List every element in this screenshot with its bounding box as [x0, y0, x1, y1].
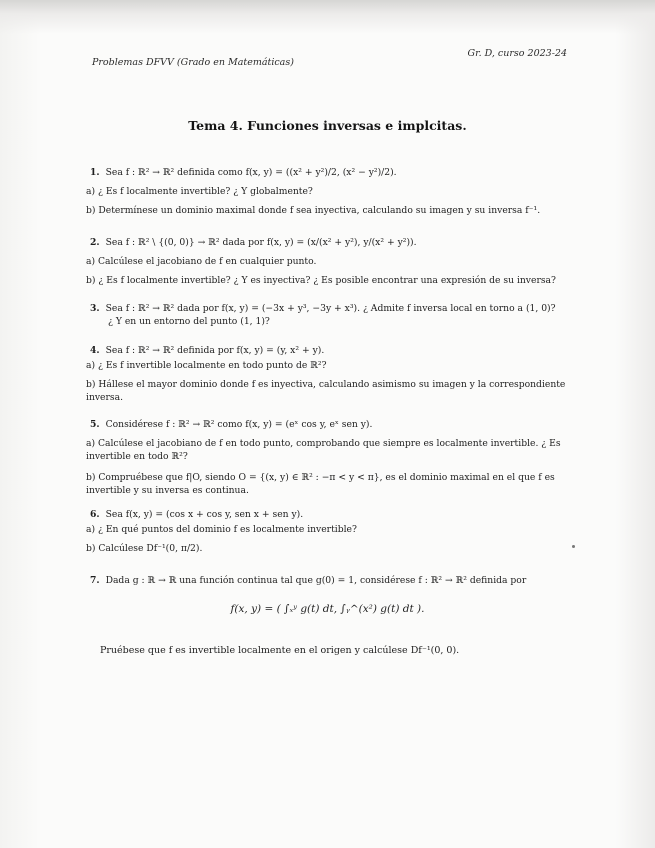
problem-number: 1.	[90, 167, 100, 178]
problem-7-formula: f(x, y) = ( ∫ₓʸ g(t) dt, ∫ᵧ^(x²) g(t) dt ).	[230, 603, 425, 615]
problem-7-final: Pruébese que f es invertible localmente en el origen y calcúlese Df⁻¹(0, 0).	[100, 645, 460, 656]
problem-1	[86, 166, 572, 217]
problem-number: 2.	[90, 237, 100, 248]
problem-statement: Sea f : ℝ² → ℝ² definida como f(x, y) = ((x² + y²)/2, (x² − y²)/2).	[105, 167, 397, 178]
problem-statement: Considérese f : ℝ² → ℝ² como f(x, y) = (eˣ cos y, eˣ sen y).	[105, 419, 373, 430]
problem-2	[86, 236, 572, 287]
scan-shadow	[0, 0, 655, 34]
problem-statement: Dada g : ℝ → ℝ una función continua tal que g(0) = 1, considérese f : ℝ² → ℝ² definida por	[105, 575, 527, 586]
problem-4	[86, 344, 572, 404]
problem-part: b) ¿ Es f localmente invertible? ¿ Y es inyectiva? ¿ Es posible encontrar una expresión de su inversa?	[86, 275, 556, 286]
problem-part: b) Compruébese que f|O, siendo O = {(x, y) ∈ ℝ² : −π < y < π}, es el dominio maximal en el que f es invertible y su inversa es continua.	[86, 472, 555, 496]
problem-part: a) Calcúlese el jacobiano de f en todo punto, comprobando que siempre es localmente invertible. ¿ Es invertible en todo ℝ²?	[86, 438, 561, 462]
problem-part: b) Determínese un dominio maximal donde f sea inyectiva, calculando su imagen y su inversa f⁻¹.	[86, 205, 541, 216]
problem-part: b) Calcúlese Df⁻¹(0, π/2).	[86, 543, 203, 554]
scan-speck	[572, 545, 575, 548]
problem-part: a) ¿ Es f invertible localmente en todo punto de ℝ²?	[86, 360, 327, 371]
group-header: Gr. D, curso 2023-24	[467, 48, 567, 59]
problem-6	[86, 508, 572, 555]
problem-statement: Sea f(x, y) = (cos x + cos y, sen x + sen y).	[105, 509, 304, 520]
problem-number: 5.	[90, 419, 100, 430]
problem-continuation: ¿ Y en un entorno del punto (1, 1)?	[108, 316, 270, 327]
problem-part: a) ¿ En qué puntos del dominio f es localmente invertible?	[86, 524, 357, 535]
problem-3	[86, 302, 572, 328]
problem-part: b) Hállese el mayor dominio donde f es inyectiva, calculando asimismo su imagen y la correspondiente inversa.	[86, 379, 566, 403]
course-header: Problemas DFVV (Grado en Matemáticas)	[92, 57, 294, 68]
problem-number: 4.	[90, 345, 100, 356]
page-title: Tema 4. Funciones inversas e implcitas.	[188, 118, 467, 133]
problem-7	[86, 574, 572, 587]
problem-statement: Sea f : ℝ² \ {(0, 0)} → ℝ² dada por f(x, y) = (x/(x² + y²), y/(x² + y²)).	[105, 237, 417, 248]
problem-part: a) ¿ Es f localmente invertible? ¿ Y globalmente?	[86, 186, 313, 197]
problem-5	[86, 418, 572, 497]
problem-number: 3.	[90, 303, 100, 314]
problem-number: 6.	[90, 509, 100, 520]
problem-statement: Sea f : ℝ² → ℝ² dada por f(x, y) = (−3x + y³, −3y + x³). ¿ Admite f inversa local en torno a (1, 0)?	[105, 303, 556, 314]
problem-statement: Sea f : ℝ² → ℝ² definida por f(x, y) = (y, x² + y).	[105, 345, 325, 356]
problem-number: 7.	[90, 575, 100, 586]
problem-part: a) Calcúlese el jacobiano de f en cualquier punto.	[86, 256, 317, 267]
